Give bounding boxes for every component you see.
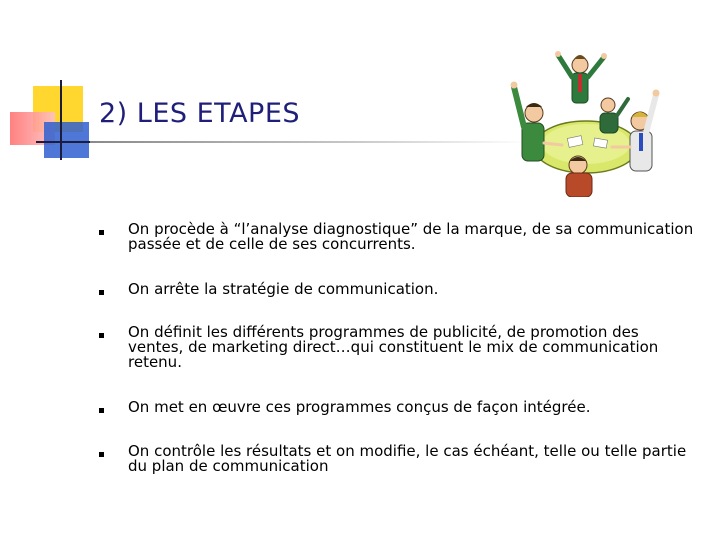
bullet-text-control: On contrôle les résultats et on modifie, le cas échéant, telle ou telle partie du plan de communication: [128, 442, 687, 475]
team-meeting-clipart-icon: [508, 47, 660, 197]
deco-blue-square: [44, 122, 89, 158]
deco-vertical-line: [60, 80, 62, 160]
bullet-text-strategy: On arrête la stratégie de communication.: [128, 280, 439, 298]
bullet-marker: [99, 408, 104, 413]
bullet-text-implementation: On met en œuvre ces programmes conçus de façon intégrée.: [128, 398, 591, 416]
bullet-marker: [99, 290, 104, 295]
bullet-marker: [99, 452, 104, 457]
slide-title: 2) LES ETAPES: [99, 98, 301, 129]
title-underline: [90, 141, 530, 143]
bullet-text-diagnostic: On procède à “l’analyse diagnostique” de la marque, de sa communication passée et de celle de ses concurrents.: [128, 220, 694, 253]
bullet-text-programs: On définit les différents programmes de publicité, de promotion des ventes, de marketing direct…qui constituent le mix de communication retenu.: [128, 323, 659, 371]
bullet-marker: [99, 230, 104, 235]
bullet-marker: [99, 333, 104, 338]
